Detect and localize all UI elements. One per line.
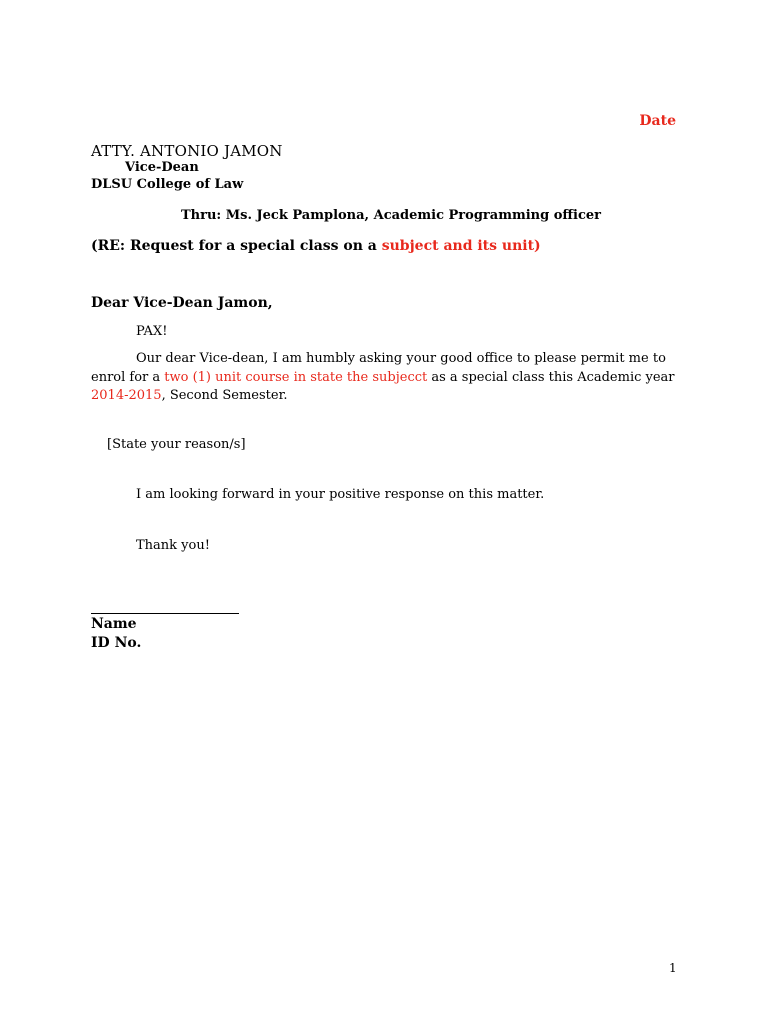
salutation: Dear Vice-Dean Jamon, — [91, 295, 273, 311]
date-label: Date — [639, 113, 676, 129]
signature-id-label: ID No. — [91, 635, 142, 651]
thanks-line: Thank you! — [136, 538, 210, 553]
body-text-part2: as a special class this Academic year — [427, 369, 675, 385]
reasons-placeholder: [State your reason/s] — [107, 437, 246, 452]
body-year-highlight: 2014-2015 — [91, 388, 162, 403]
subject-line-highlight: subject and its unit) — [381, 238, 541, 254]
body-course-highlight: two (1) unit course in state the subjecct — [164, 369, 428, 385]
subject-line — [91, 238, 541, 254]
recipient-organization: DLSU College of Law — [91, 177, 244, 192]
subject-line-prefix: (RE: Request for a special class on a — [91, 238, 382, 254]
recipient-name: ATTY. ANTONIO JAMON — [91, 142, 283, 160]
thru-line: Thru: Ms. Jeck Pamplona, Academic Programming officer — [181, 208, 602, 223]
body-text-part1: Our dear Vice-dean, I am humbly asking your good office to please permit me to enrol for a — [91, 351, 666, 385]
signature-line — [91, 613, 239, 614]
page-number: 1 — [669, 961, 677, 975]
body-text-part3: , Second Semester. — [161, 388, 288, 403]
greeting: PAX! — [136, 324, 168, 339]
body-paragraph — [91, 350, 681, 406]
closing-line: I am looking forward in your positive response on this matter. — [136, 487, 545, 502]
signature-name-label: Name — [91, 616, 137, 632]
recipient-title: Vice-Dean — [125, 160, 199, 175]
